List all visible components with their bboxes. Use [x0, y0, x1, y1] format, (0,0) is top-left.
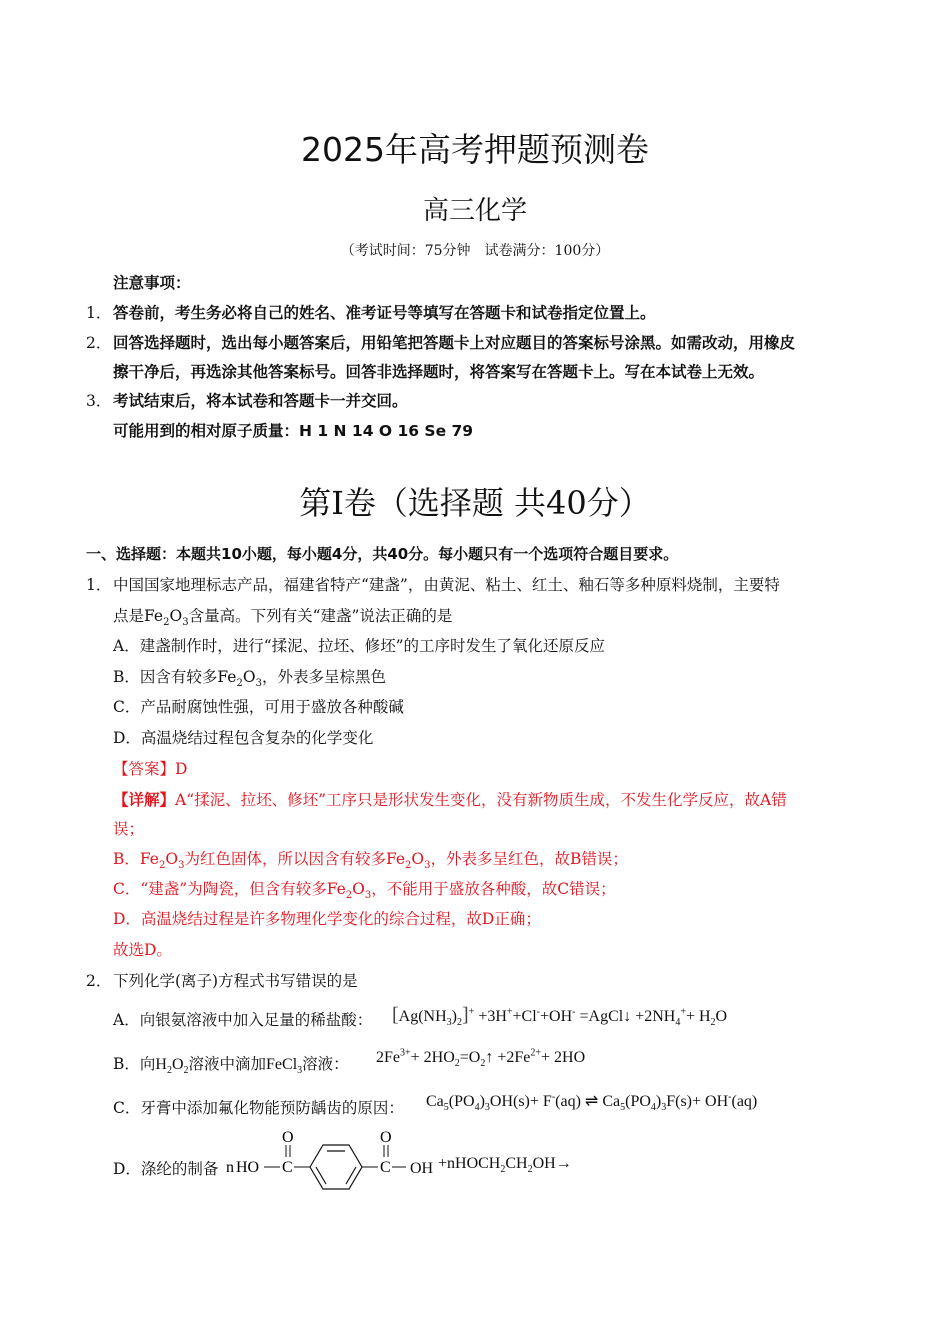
note-1-text: 答卷前，考生务必将自己的姓名、准考证号等填写在答题卡和试卷指定位置上。: [113, 304, 656, 322]
page-subtitle: 高三化学: [422, 196, 527, 226]
terephthalic-acid-structure: [224, 1126, 414, 1198]
q2-option-b-formula: $2Fe^{3+}+$ $2HO_2=O_2↑ +2Fe^{2+}+ 2HO$: [376, 1047, 586, 1070]
carbon-right: C: [380, 1159, 391, 1176]
hydroxyl-right: OH: [410, 1160, 434, 1177]
q1-answer: 【答案】D: [113, 760, 188, 778]
section-title: 第Ⅰ卷（选择题 共40分）: [299, 484, 651, 522]
q2-option-d-label: D．涤纶的制备: [113, 1160, 219, 1178]
q2-stem: 下列化学(离子)方程式书写错误的是: [113, 972, 358, 990]
q1-option-d: D．高温烧结过程包含复杂的化学变化: [113, 729, 374, 747]
q1-stem-line2: 点是$Fe_2O_3$含量高。下列有关“建盏”说法正确的是: [113, 607, 453, 629]
q1-detail-line1: 【详解】A“揉泥、拉坯、修坯”工序只是形状发生变化，没有新物质生成，不发生化学反应，故A错: [113, 791, 787, 809]
page-title: 2025年高考押题预测卷: [301, 130, 649, 169]
note-2-text-cont: 擦干净后，再选涂其他答案标号。回答非选择题时，将答案写在答题卡上。写在本试卷上无效。: [113, 363, 765, 381]
q2-option-c-label: C．牙膏中添加氟化物能预防龋齿的原因：: [113, 1099, 404, 1117]
hydroxyl-left: HO: [236, 1159, 260, 1176]
q2-num: 2．: [86, 972, 112, 990]
q1-detail-b: B．$Fe_2O_3$为红色固体，所以因含有较多$Fe_2O_3$，外表多呈红色，故B错误；: [113, 850, 628, 872]
note-2-text: 回答选择题时，选出每小题答案后，用铅笔把答题卡上对应题目的答案标号涂黑。如需改动，用橡皮: [113, 334, 796, 352]
q1-stem-line1: 中国国家地理标志产品，福建省特产“建盏”，由黄泥、粘土、红土、釉石等多种原料烧制，主要特: [113, 576, 780, 594]
q1-num: 1．: [86, 576, 112, 594]
exam-info: （考试时间：75分钟 试卷满分：100分）: [340, 243, 610, 259]
note-2-num: 2．: [86, 334, 112, 352]
q1-conclusion: 故选D。: [113, 941, 172, 959]
coefficient-n: n: [226, 1159, 234, 1176]
oxygen-right: O: [380, 1129, 392, 1146]
note-3-text: 考试结束后，将本试卷和答题卡一并交回。: [113, 392, 408, 410]
note-3-num: 3．: [86, 392, 112, 410]
q2-option-a-label: A．向银氨溶液中加入足量的稀盐酸：: [113, 1011, 373, 1029]
q1-option-b: B．因含有较多$Fe_2O_3$，外表多呈棕黑色: [113, 668, 386, 690]
atomic-mass: 可能用到的相对原子质量：H 1 N 14 O 16 Se 79: [113, 422, 474, 440]
q2-option-b: B．向$H_2O_2$溶液中滴加FeCl$_3$溶液：: [113, 1055, 349, 1077]
q1-option-a: A．建盏制作时，进行“揉泥、拉坯、修坯”的工序时发生了氧化还原反应: [113, 637, 606, 655]
oxygen-left: O: [282, 1129, 294, 1146]
q2-option-a-formula: $[Ag(NH_3)_2]^+ +3H^++Cl^-+OH^-$ =AgCl↓ $+2NH_4^++ H_2O$: [392, 1004, 728, 1029]
q2-option-c-formula: $Ca_5(PO_4)_3OH(s)+ F^-(aq)$ ⇌ $Ca_5(PO_4)_3F(s)+ OH^-(aq)$: [426, 1091, 758, 1114]
carbon-left: C: [282, 1159, 293, 1176]
q1-detail-line1-cont: 误；: [113, 820, 145, 838]
notes-heading: 注意事项：: [113, 274, 191, 292]
q1-detail-d: D．高温烧结过程是许多物理化学变化的综合过程，故D正确；: [113, 910, 541, 928]
section-instruction: 一、选择题：本题共10小题，每小题4分，共40分。每小题只有一个选项符合题目要求。: [86, 545, 679, 563]
q1-detail-c: C．“建盏”为陶瓷，但含有较多$Fe_2O_3$，不能用于盛放各种酸，故C错误；: [113, 880, 616, 902]
q2-option-d-tail: $+nHOCH_2CH_2OH\to$: [438, 1155, 572, 1176]
q1-option-c: C．产品耐腐蚀性强，可用于盛放各种酸碱: [113, 698, 404, 716]
note-1-num: 1．: [86, 304, 112, 322]
